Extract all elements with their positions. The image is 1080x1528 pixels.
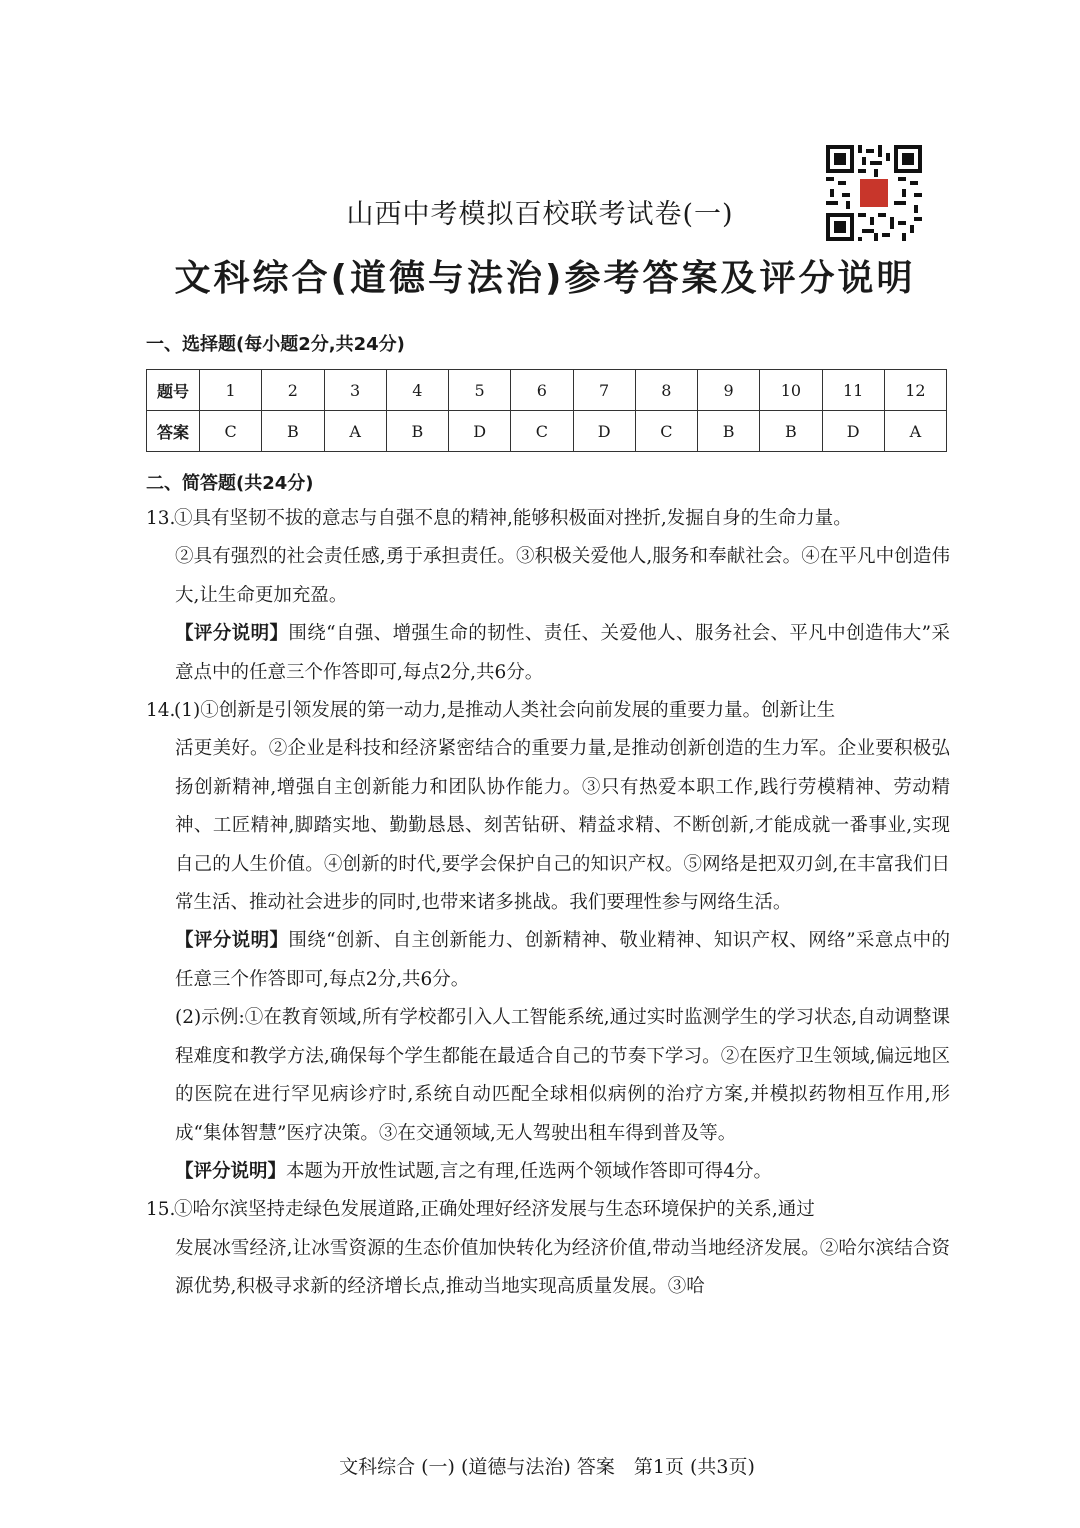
row-label-number: 题号 <box>147 370 200 411</box>
page-title: 文科综合(道德与法治)参考答案及评分说明 <box>174 258 916 299</box>
table-cell: B <box>262 411 324 452</box>
table-row-answers <box>147 411 947 452</box>
table-cell: B <box>698 411 760 452</box>
q14-scoring-note-2: 【评分说明】本题为开放性试题,言之有理,任选两个领域作答即可得4分。 <box>175 1160 773 1182</box>
answer-table <box>146 369 947 452</box>
table-cell: B <box>760 411 822 452</box>
table-cell: C <box>635 411 697 452</box>
table-row-numbers <box>147 370 947 411</box>
table-cell: A <box>884 411 946 452</box>
q15-number: 15. <box>146 1199 176 1221</box>
table-cell: D <box>449 411 511 452</box>
table-cell: 3 <box>324 370 386 411</box>
table-cell: 11 <box>822 370 884 411</box>
section-heading-choice: 一、选择题(每小题2分,共24分) <box>146 334 405 355</box>
table-cell: 5 <box>449 370 511 411</box>
table-cell: D <box>822 411 884 452</box>
q13-answer-cont: ②具有强烈的社会责任感,勇于承担责任。③积极关爱他人,服务和奉献社会。④在平凡中创造伟大,让生命更加充盈。 <box>175 546 950 606</box>
table-cell: 6 <box>511 370 573 411</box>
table-cell: 12 <box>884 370 946 411</box>
q13-number: 13. <box>146 508 176 529</box>
table-cell: D <box>573 411 635 452</box>
q14-part2: (2)示例:①在教育领域,所有学校都引入人工智能系统,通过实时监测学生的学习状态,自动调整课程难度和教学方法,确保每个学生都能在最适合自己的节奏下学习。②在医疗卫生领域,偏远地区的医院在进行罕见病诊疗时,系统自动匹配全球相似病例的治疗方案,并模拟药物相互作用,形成“集体智慧”医疗决策。③在交通领域,无人驾驶出租车得到普及等。 <box>175 1007 950 1144</box>
table-cell: 7 <box>573 370 635 411</box>
table-cell: C <box>511 411 573 452</box>
q14-part1-cont: 活更美好。②企业是科技和经济紧密结合的重要力量,是推动创新创造的生力军。企业要积极弘扬创新精神,增强自主创新能力和团队协作能力。③只有热爱本职工作,践行劳模精神、劳动精神、工匠精神,脚踏实地、勤勤恳恳、刻苦钻研、精益求精、不断创新,才能成就一番事业,实现自己的人生价值。④创新的时代,要学会保护自己的知识产权。⑤网络是把双刃剑,在丰富我们日常生活、推动社会进步的同时,也带来诸多挑战。我们要理性参与网络生活。 <box>175 738 950 914</box>
exam-subtitle: 山西中考模拟百校联考试卷(一) <box>346 199 734 230</box>
row-label-answer: 答案 <box>147 411 200 452</box>
table-cell: 4 <box>386 370 448 411</box>
page-footer: 文科综合 (一) (道德与法治) 答案 第1页 (共3页) <box>339 1456 755 1478</box>
q14-part1: 14.(1)①创新是引领发展的第一动力,是推动人类社会向前发展的重要力量。创新让生 <box>146 692 950 730</box>
q14-number: 14. <box>146 700 176 722</box>
table-cell: A <box>324 411 386 452</box>
q13-answer: 13.①具有坚韧不拔的意志与自强不息的精神,能够积极面对挫折,发掘自身的生命力量。 <box>146 500 950 538</box>
q14-scoring-note-1: 【评分说明】围绕“创新、自主创新能力、创新精神、敬业精神、知识产权、网络”采意点中的任意三个作答即可,每点2分,共6分。 <box>175 930 950 990</box>
section-heading-short-answer: 二、简答题(共24分) <box>146 473 314 494</box>
table-cell: C <box>200 411 262 452</box>
table-cell: 10 <box>760 370 822 411</box>
q13-scoring-note: 【评分说明】围绕“自强、增强生命的韧性、责任、关爱他人、服务社会、平凡中创造伟大”采意点中的任意三个作答即可,每点2分,共6分。 <box>175 623 950 683</box>
table-cell: 2 <box>262 370 324 411</box>
table-cell: 1 <box>200 370 262 411</box>
table-cell: 8 <box>635 370 697 411</box>
q15-answer: 15.①哈尔滨坚持走绿色发展道路,正确处理好经济发展与生态环境保护的关系,通过 <box>146 1191 950 1229</box>
q15-answer-cont: 发展冰雪经济,让冰雪资源的生态价值加快转化为经济价值,带动当地经济发展。②哈尔滨结合资源优势,积极寻求新的经济增长点,推动当地实现高质量发展。③哈 <box>175 1237 950 1298</box>
table-cell: 9 <box>698 370 760 411</box>
table-cell: B <box>386 411 448 452</box>
answer-body <box>146 500 950 1307</box>
